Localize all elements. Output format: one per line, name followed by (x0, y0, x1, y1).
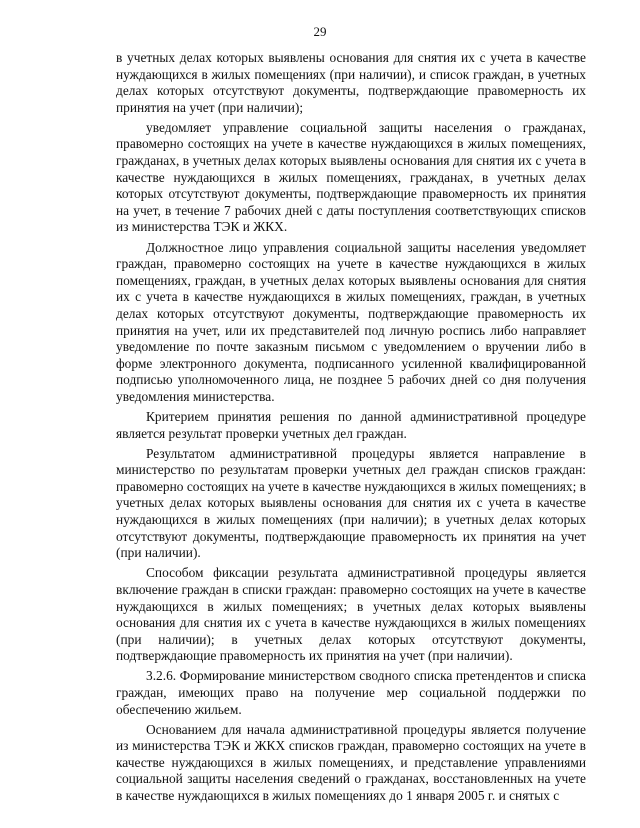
paragraph-fixation-method: Способом фиксации результата административной процедуры является включение граждан в списки граждан: правомерно состоящих на учете в качестве нуждающихся в жилых помещениях; в учетных делах которых выявлены основания для снятия их с учета в качестве нуждающихся в жилых помещениях (при наличии); в учетных делах которых отсутствуют документы, подтверждающие правомерность их принятия на учет (при наличии). (116, 565, 586, 664)
paragraph-decision-criterion: Критерием принятия решения по данной административной процедуре является результат проверки учетных дел граждан. (116, 408, 586, 441)
paragraph-continuation: в учетных делах которых выявлены основания для снятия их с учета в качестве нуждающихся в жилых помещениях (при наличии), и список граждан, в учетных делах которых отсутствуют документы, подтверждающие правомерность их принятия на учет (при наличии); (116, 50, 586, 115)
paragraph-notification-social-protection: уведомляет управление социальной защиты населения о гражданах, правомерно состоящих на учете в качестве нуждающихся в жилых помещениях, гражданах, в учетных делах которых выявлены основания для снятия их с учета в качестве нуждающихся в жилых помещениях, гражданах, в учетных делах которых отсутствуют документы, подтверждающие правомерность их принятия на учет, в течение 7 рабочих дней с даты поступления соответствующих списков из министерства ТЭК и ЖКХ. (116, 119, 586, 235)
paragraph-official-notifies-citizens: Должностное лицо управления социальной защиты населения уведомляет граждан, правомерно состоящих на учете в качестве нуждающихся в жилых помещениях, граждан, в учетных делах которых выявлены основания для снятия их с учета в качестве нуждающихся в жилых помещениях, граждан, в учетных делах которых отсутствуют документы, подтверждающие правомерность их принятия на учет, или их представителей под личную роспись либо направляет уведомление по почте заказным письмом с уведомлением о вручении либо в форме электронного документа, подписанного усиленной квалифицированной подписью уполномоченного лица, не позднее 5 рабочих дней со дня получения уведомления министерства. (116, 239, 586, 404)
page-number: 29 (313, 24, 327, 39)
paragraph-procedure-basis: Основанием для начала административной процедуры является получение из министерства ТЭК и ЖКХ списков граждан, правомерно состоящих на учете в качестве нуждающихся в жилых помещениях, и представление управлениями социальной защиты населения сведений о гражданах, восстановленных на учете в качестве нуждающихся в жилых помещениях до 1 января 2005 г. и снятых с (116, 721, 586, 804)
body-text (116, 50, 586, 808)
paragraph-procedure-result: Результатом административной процедуры является направление в министерство по результатам проверки учетных дел граждан списков граждан: правомерно состоящих на учете в качестве нуждающихся в жилых помещениях; в учетных делах которых выявлены основания для снятия их с учета в качестве нуждающихся в жилых помещениях (при наличии); в учетных делах которых отсутствуют документы, подтверждающие правомерность их принятия на учет (при наличии). (116, 445, 586, 561)
paragraph-section-3-2-6: 3.2.6. Формирование министерством сводного списка претендентов и списка граждан, имеющих право на получение мер социальной поддержки по обеспечению жильем. (116, 668, 586, 717)
